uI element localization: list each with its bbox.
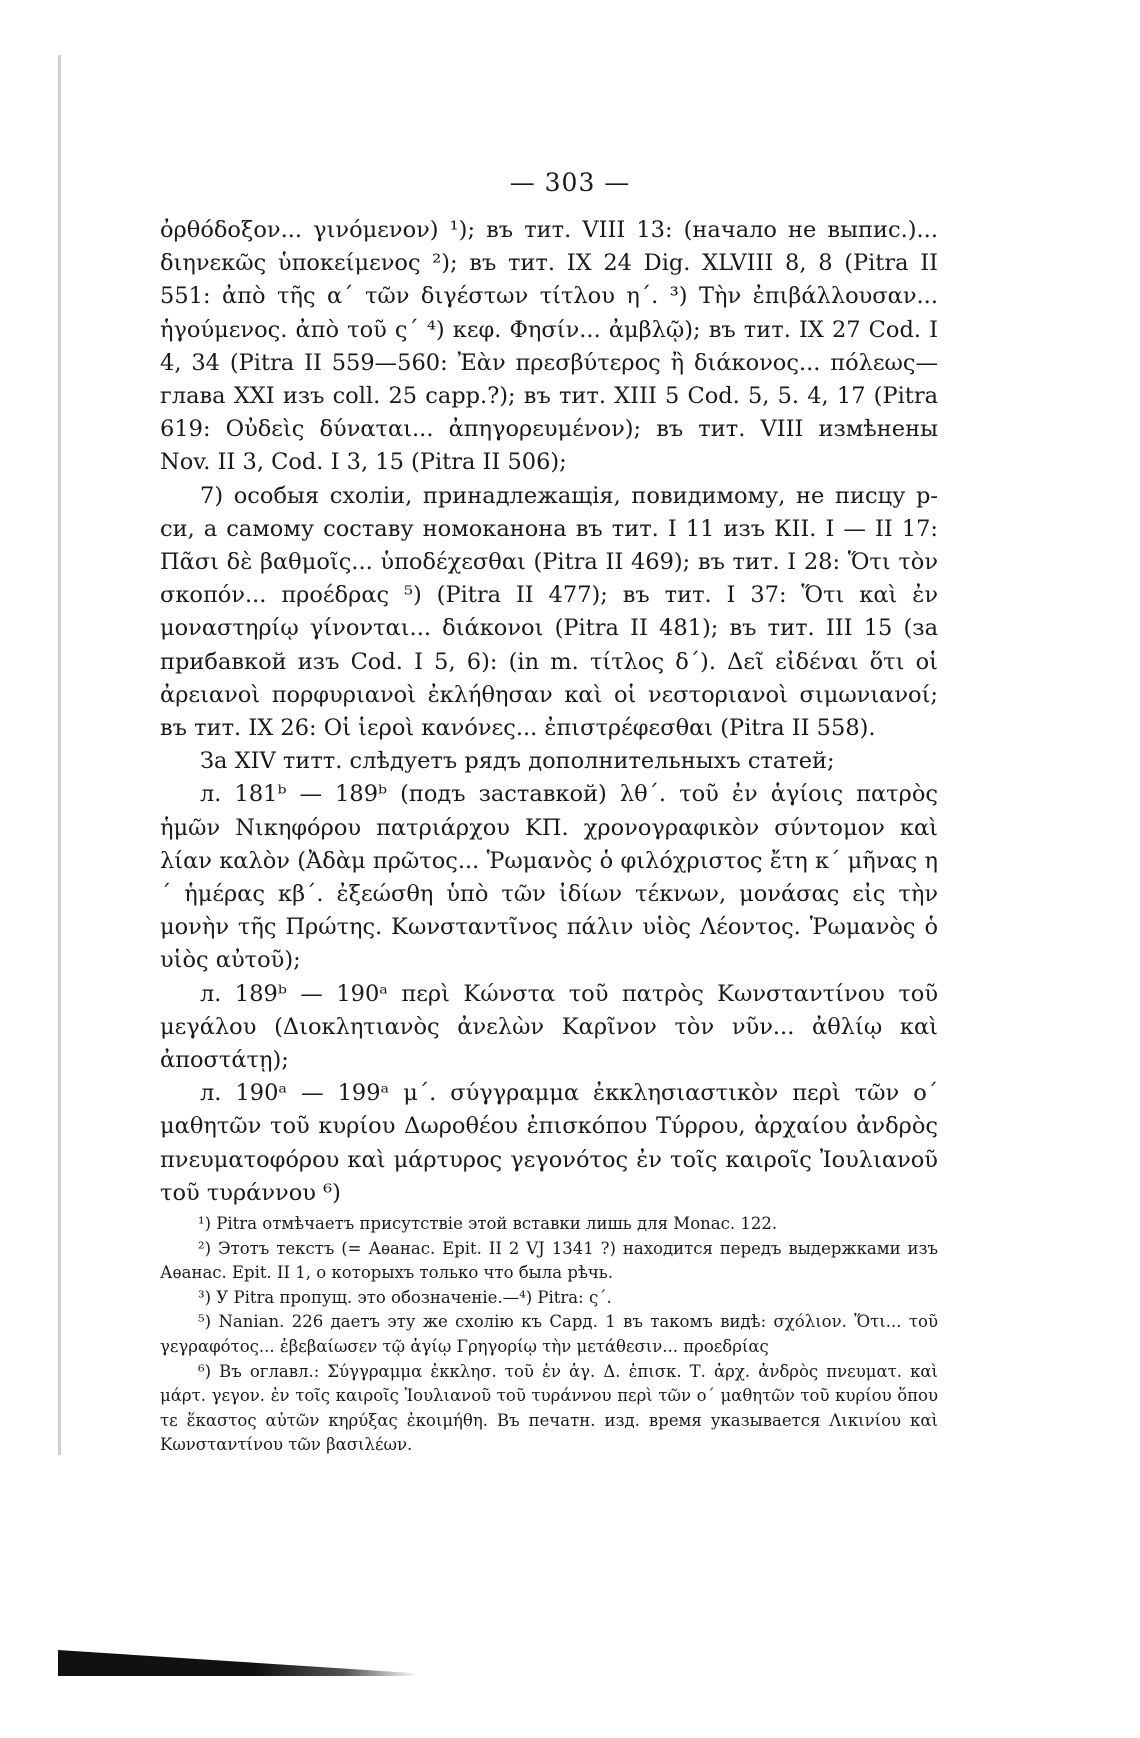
paragraph-1: ὀρθόδοξον... γινόμενον) ¹); въ тит. VIII 13: (начало не выпис.)... διηνεκῶς ὑποκείμενος ²); въ тит. IX 24 Dig. XLVIII 8, 8 (Pitra II 551: ἀπὸ τῆς α´ τῶν διγέστων τίτλου η´. ³) Τὴν ἐπιβάλλουσαν... ἡγούμενος. ἀπὸ τοῦ ς´ ⁴) κεφ. Φησίν... ἀμβλῷ); въ тит. IX 27 Cod. I 4, 34 (Pitra II 559—560: Ἐὰν πρεσβύτερος ἢ διάκονος... πόλεως— глава XXI изъ coll. 25 capp.?); въ тит. XIII 5 Cod. 5, 5. 4, 17 (Pitra 619: Οὐδεὶς δύναται... ἀπηγορευμένον); въ тит. VIII измѣнены Nov. II 3, Cod. I 3, 15 (Pitra II 506); [160, 217, 938, 476]
paragraph-5: л. 189ᵇ — 190ᵃ περὶ Κώνστα τοῦ πατρὸς Κωνσταντίνου τοῦ μεγάλου (Διοκλητιανὸς ἀνελὼν Καρῖνον τὸν νῦν... ἀθλίῳ καὶ ἀποστάτῃ); [160, 980, 938, 1074]
footnotes [160, 1212, 938, 1458]
footnote-2: ²) Этотъ текстъ (= Аѳанас. Epit. II 2 VJ 1341 ?) находится передъ выдержками изъ Аѳанас. Epit. II 1, о которыхъ только что была рѣчь. [160, 1238, 938, 1283]
footnote-5: ⁶) Въ оглавл.: Σύγγραμμα ἐκκλησ. τοῦ ἐν ἁγ. Δ. ἐπισκ. Τ. ἀρχ. ἀνδρὸς πνευματ. καὶ μάρτ. γεγον. ἐν τοῖς καιροῖς Ἰουλιανοῦ τοῦ τυράννου περὶ τῶν ο´ μαθητῶν τοῦ κυρίου ὅπου τε ἕκαστος αὐτῶν κηρύξας ἐκοιμήθη. Въ печатн. изд. время указывается Λικινίου καὶ Κωνσταντίνου τῶν βασιλέων. [160, 1361, 938, 1455]
page-number: — 303 — [509, 168, 631, 197]
paragraph-4: л. 181ᵇ — 189ᵇ (подъ заставкой) λθ´. τοῦ ἐν ἁγίοις πατρὸς ἡμῶν Νικηφόρου πατριάρχου ΚΠ. χρονογραφικὸν σύντομον καὶ λίαν καλὸν (Ἀδὰμ πρῶτος... Ῥωμανὸς ὁ φιλόχριστος ἔτη κ´ μῆνας η´ ἡμέρας κβ´. ἐξεώσθη ὑπὸ τῶν ἰδίων τέκνων, μονάσας εἰς τὴν μονὴν τῆς Πρώτης. Κωνσταντῖνος πάλιν υἱὸς Λέοντος. Ῥωμανὸς ὁ υἱὸς αὐτοῦ); [160, 781, 938, 974]
footnote-1: ¹) Pitra отмѣчаетъ присутствіе этой вставки лишь для Monac. 122. [198, 1214, 778, 1233]
paragraph-6: л. 190ᵃ — 199ᵃ μ´. σύγγραμμα ἐκκλησιαστικὸν περὶ τῶν ο´ μαθητῶν τοῦ κυρίου Δωροθέου ἐπισκόπου Τύρρου, ἀρχαίου ἀνδρὸς πνευματοφόρου καὶ μάρτυρος γεγονότος ἐν τοῖς καιροῖς Ἰουλιανοῦ τοῦ τυράννου ⁶) [160, 1080, 938, 1206]
main-text [160, 214, 938, 1210]
scan-edge-shadow [58, 1650, 418, 1676]
footnote-4: ⁵) Nanian. 226 даетъ эту же схолію къ Сард. 1 въ такомъ видѣ: σχόλιον. Ὅτι... τοῦ γεγραφότος... ἐβεβαίωσεν τῷ ἁγίῳ Γρηγορίῳ τὴν μετάθεσιν... προεδρίας [160, 1312, 938, 1356]
paragraph-2: 7) особыя схоліи, принадлежащія, повидимому, не писцу р-си, а самому составу номоканона въ тит. I 11 изъ КII. I — II 17: Πᾶσι δὲ βαθμοῖς... ὑποδέχεσθαι (Pitra II 469); въ тит. I 28: Ὅτι τὸν σκοπόν... προέδρας ⁵) (Pitra II 477); въ тит. I 37: Ὅτι καὶ ἐν μοναστηρίῳ γίνονται... διάκονοι (Pitra II 481); въ тит. III 15 (за прибавкой изъ Cod. I 5, 6): (in m. τίτλος δ´). Δεῖ εἰδέναι ὅτι οἱ ἀρειανοὶ πορφυριανοὶ ἐκλήθησαν καὶ οἱ νεστοριανοὶ σιμωνιανοί; въ тит. IX 26: Οἱ ἱεροὶ κανόνες... ἐπιστρέφεσθαι (Pitra II 558). [160, 482, 938, 742]
footnote-3: ³) У Pitra пропущ. это обозначеніе.—⁴) Pitra: ς´. [198, 1287, 612, 1307]
paragraph-3: За XIV титт. слѣдуетъ рядъ дополнительныхъ статей; [200, 748, 835, 775]
scan-margin-line [58, 55, 61, 1455]
